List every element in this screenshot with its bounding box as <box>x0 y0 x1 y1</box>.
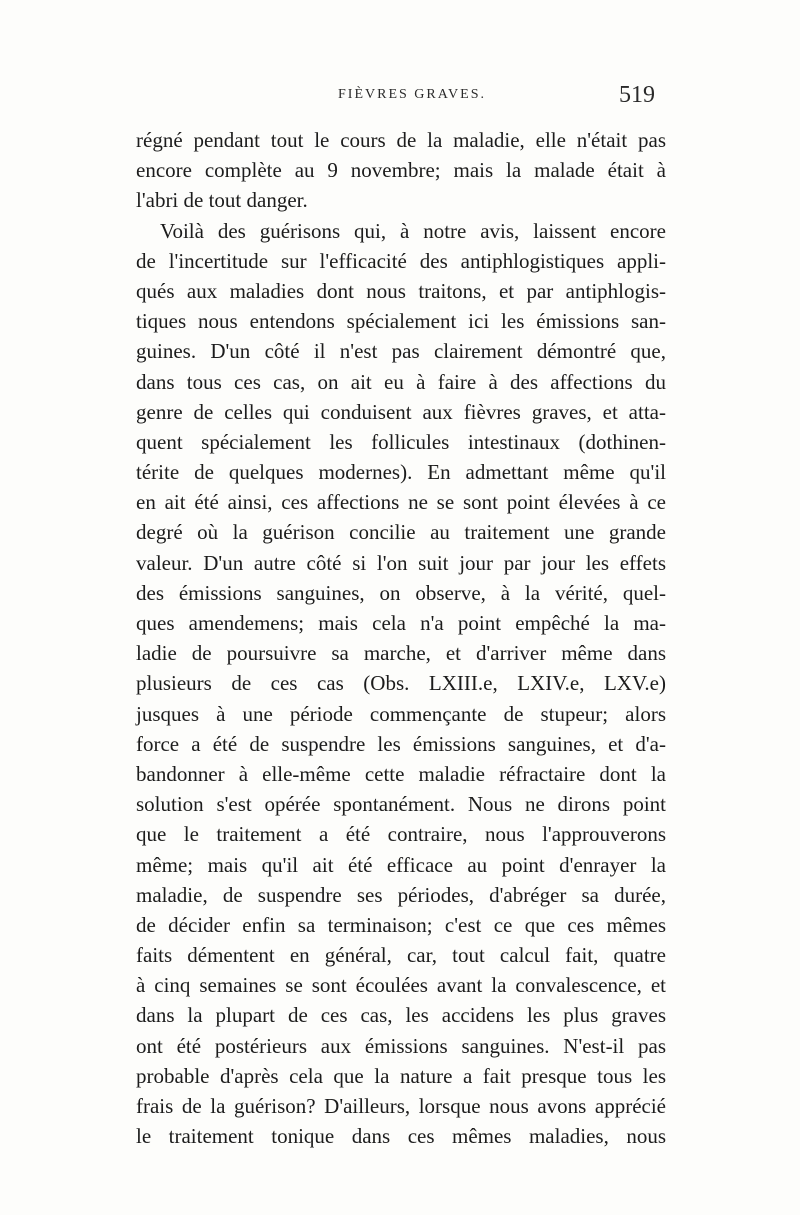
text-line: Voilà des guérisons qui, à notre avis, laissent encore <box>160 218 666 243</box>
body-text <box>136 125 666 1151</box>
text-line: degré où la guérison concilie au traitement une grande <box>136 520 666 545</box>
text-line: même; mais qu'il ait été efficace au point d'enrayer la <box>136 852 666 877</box>
text-line: valeur. D'un autre côté si l'on suit jour par jour les effets <box>136 550 666 575</box>
text-line: genre de celles qui conduisent aux fièvres graves, et atta- <box>136 399 666 424</box>
page-number: 519 <box>619 82 655 108</box>
text-line: le traitement tonique dans ces mêmes maladies, nous <box>136 1124 666 1149</box>
text-line: ont été postérieurs aux émissions sanguines. N'est-il pas <box>136 1033 666 1058</box>
text-line: en ait été ainsi, ces affections ne se sont point élevées à ce <box>136 490 666 515</box>
text-line: des émissions sanguines, on observe, à la vérité, quel- <box>136 580 666 605</box>
text-line: tiques nous entendons spécialement ici les émissions san- <box>136 309 666 334</box>
text-line: régné pendant tout le cours de la maladie, elle n'était pas <box>136 128 666 152</box>
text-line: que le traitement a été contraire, nous l'approuverons <box>136 822 666 847</box>
text-line: dans tous ces cas, on ait eu à faire à des affections du <box>136 369 666 394</box>
text-line: probable d'après cela que la nature a fait presque tous les <box>136 1063 666 1088</box>
text-line: guines. D'un côté il n'est pas clairement démontré que, <box>136 339 666 364</box>
text-line: encore complète au 9 novembre; mais la malade était à <box>136 158 666 183</box>
text-line: dans la plupart de ces cas, les accidens les plus graves <box>136 1003 666 1028</box>
text-line: de décider enfin sa terminaison; c'est ce que ces mêmes <box>136 912 666 937</box>
text-line: qués aux maladies dont nous traitons, et par antiphlogis- <box>136 278 666 303</box>
text-line: jusques à une période commençante de stupeur; alors <box>136 701 666 726</box>
text-line: frais de la guérison? D'ailleurs, lorsque nous avons apprécié <box>136 1094 666 1118</box>
text-line: térite de quelques modernes). En admettant même qu'il <box>136 460 666 485</box>
running-title: FIÈVRES GRAVES. <box>338 87 486 102</box>
text-line: à cinq semaines se sont écoulées avant la convalescence, et <box>136 973 666 998</box>
text-line: ladie de poursuivre sa marche, et d'arriver même dans <box>136 641 666 666</box>
text-line: l'abri de tout danger. <box>136 188 308 213</box>
running-head <box>0 82 800 112</box>
text-line: solution s'est opérée spontanément. Nous ne dirons point <box>136 792 666 817</box>
text-line: bandonner à elle-même cette maladie réfractaire dont la <box>136 761 666 786</box>
text-line: plusieurs de ces cas (Obs. LXIII.e, LXIV.e, LXV.e) <box>136 671 666 696</box>
text-line: ques amendemens; mais cela n'a point empêché la ma- <box>136 611 666 635</box>
text-line: faits démentent en général, car, tout calcul fait, quatre <box>136 943 666 968</box>
text-line: force a été de suspendre les émissions sanguines, et d'a- <box>136 731 666 756</box>
text-line: de l'incertitude sur l'efficacité des antiphlogistiques appli- <box>136 248 666 273</box>
text-line: maladie, de suspendre ses périodes, d'abréger sa durée, <box>136 882 666 907</box>
text-line: quent spécialement les follicules intestinaux (dothinen- <box>136 429 666 454</box>
